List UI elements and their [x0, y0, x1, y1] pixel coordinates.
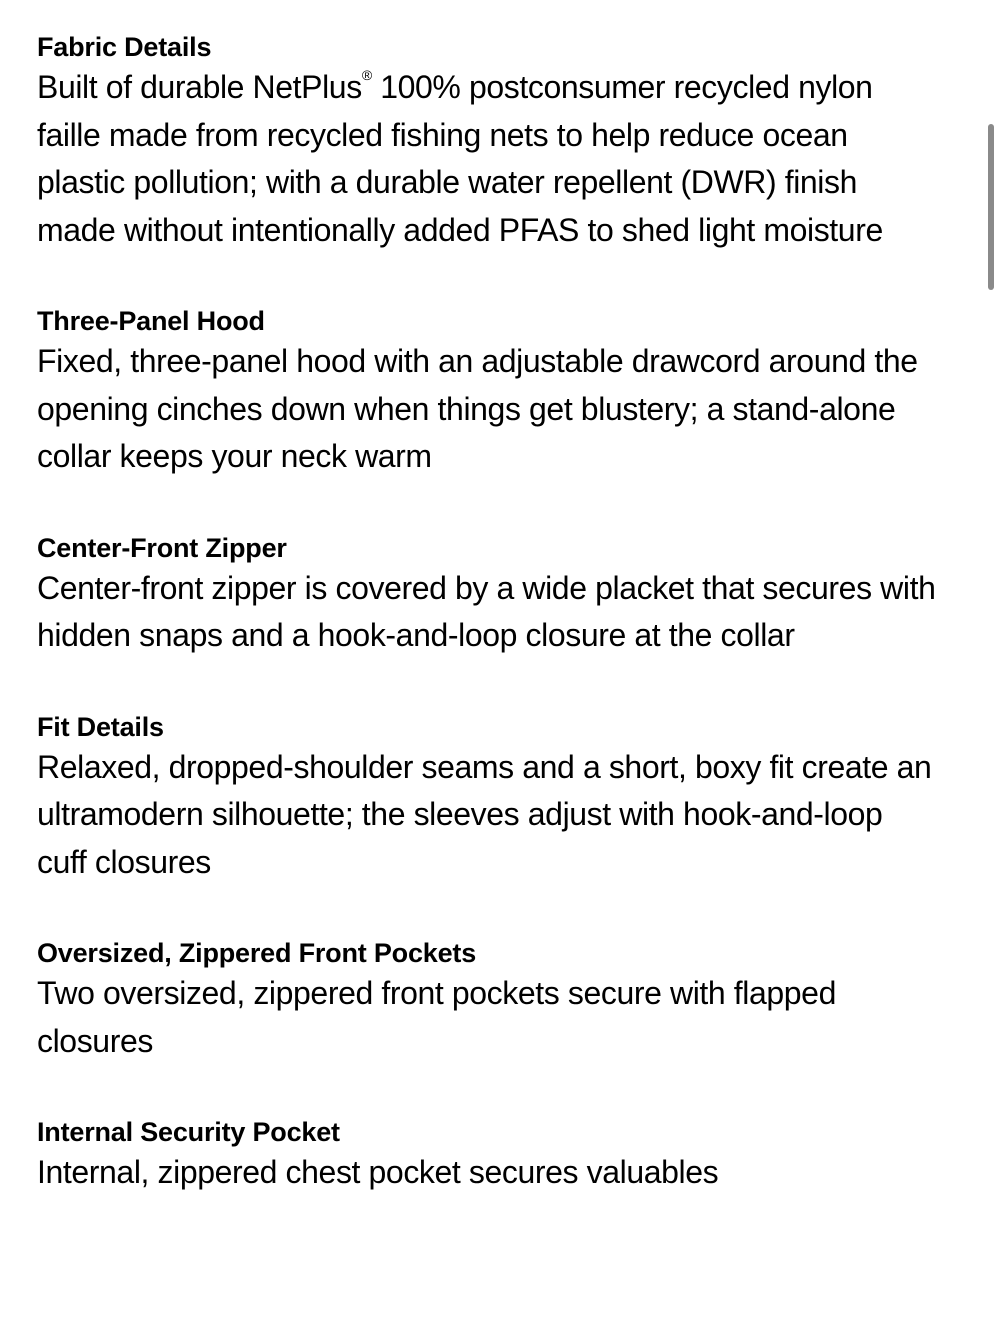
section-body: Internal, zippered chest pocket secures valuables: [37, 1154, 719, 1190]
section-body: Relaxed, dropped-shoulder seams and a short, boxy fit create an ultramodern silhouette; the sleeves adjust with hook-and-loop cuff closures: [37, 748, 932, 880]
section-internal-security-pocket: [37, 1115, 937, 1197]
section-title: Fabric Details: [37, 32, 212, 62]
section-front-pockets: [37, 936, 937, 1065]
product-details: [37, 30, 937, 1197]
section-fabric-details: [37, 30, 937, 254]
section-three-panel-hood: [37, 304, 937, 481]
section-body: Fixed, three-panel hood with an adjustable drawcord around the opening cinches down when things get blustery; a stand-alone collar keeps your neck warm: [37, 343, 918, 474]
section-title: Center-Front Zipper: [37, 532, 287, 563]
section-fit-details: [37, 710, 937, 887]
registered-mark: ®: [361, 67, 372, 84]
body-text: 100% postconsumer recycled nylon faille made from recycled fishing nets to help reduce ocean plastic pollution; with a durable water repellent (DWR) finish made without intentionally added PFAS to shed light moisture: [37, 69, 883, 248]
body-text: Built of durable NetPlus: [37, 69, 362, 105]
section-body: Two oversized, zippered front pockets secure with flapped closures: [37, 975, 836, 1059]
section-center-front-zipper: [37, 531, 937, 660]
section-title: Internal Security Pocket: [37, 1117, 340, 1147]
section-title: Oversized, Zippered Front Pockets: [37, 938, 477, 968]
section-body: [37, 64, 937, 254]
section-title: Fit Details: [37, 711, 164, 742]
section-title: Three-Panel Hood: [37, 306, 265, 336]
section-body: Center-front zipper is covered by a wide placket that secures with hidden snaps and a hook-and-loop closure at the collar: [37, 569, 936, 653]
scrollbar-thumb[interactable]: [988, 124, 994, 290]
